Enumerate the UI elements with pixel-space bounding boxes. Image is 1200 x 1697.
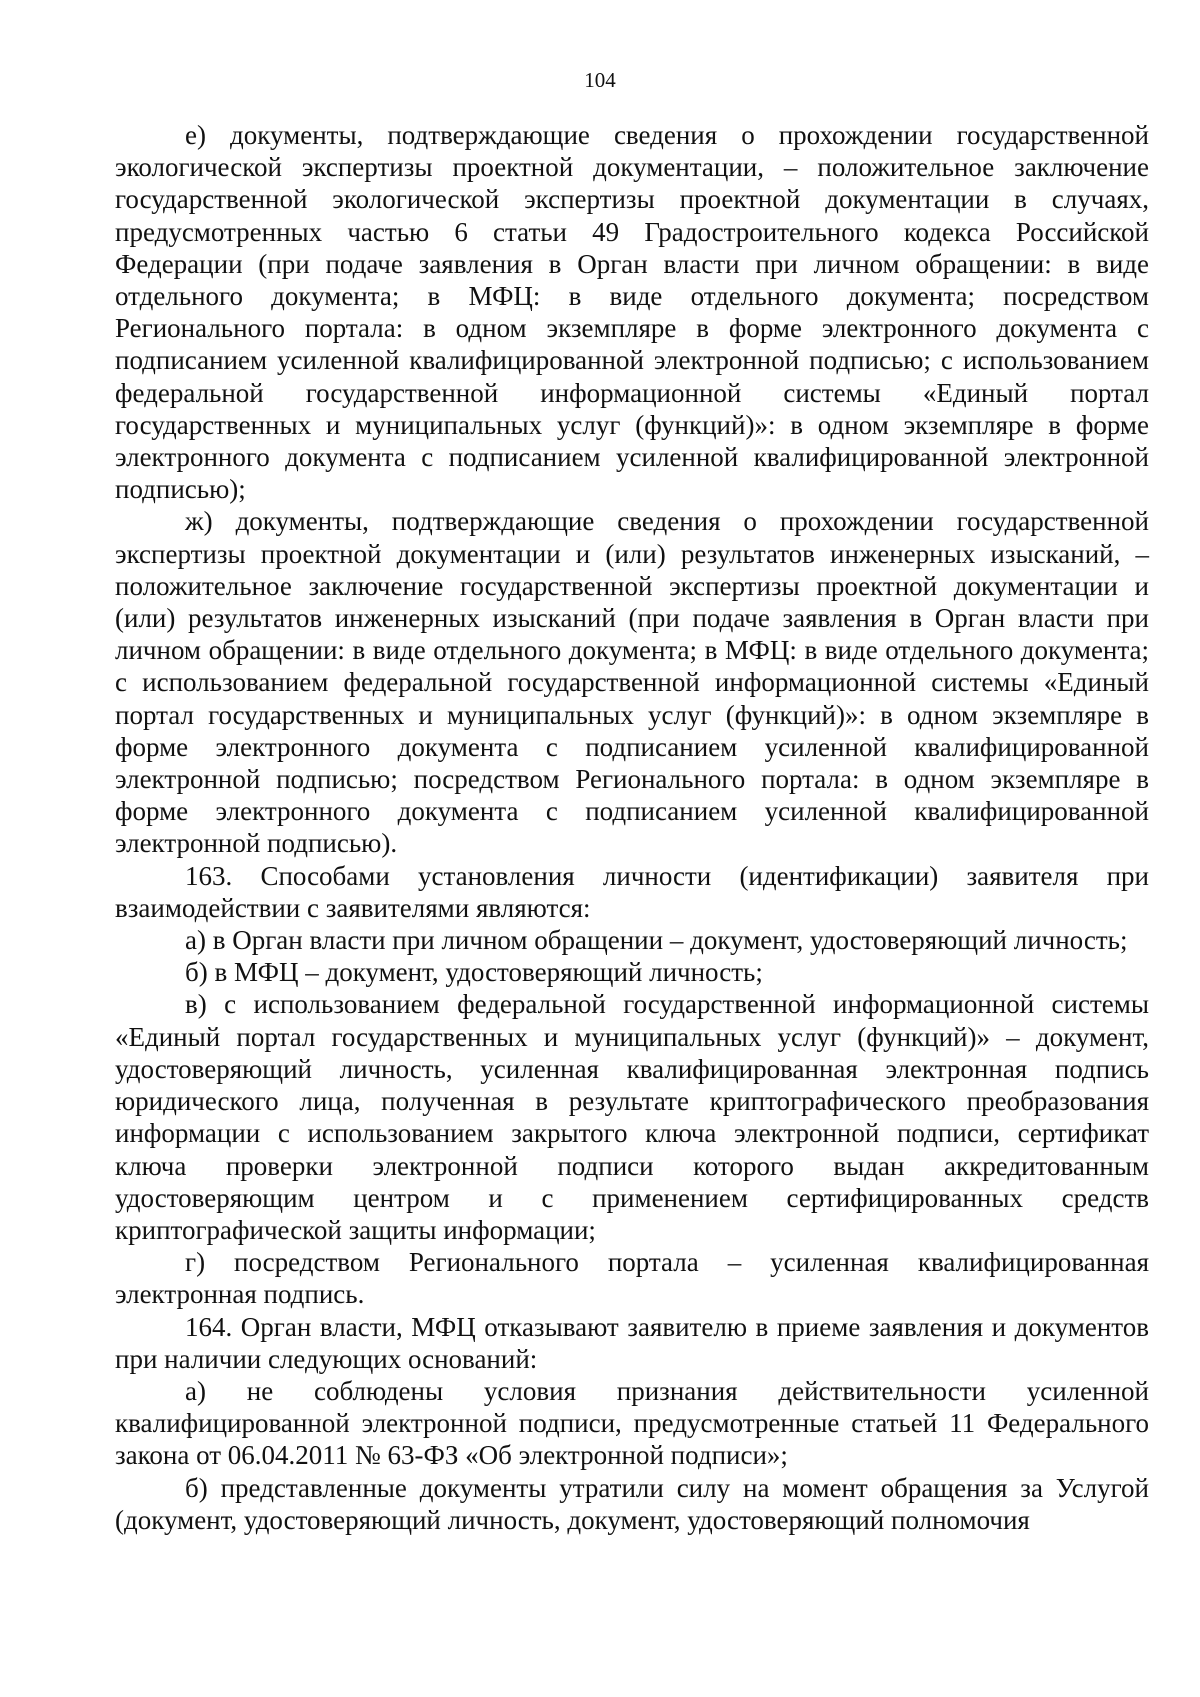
clause-163-item-b: б) в МФЦ – документ, удостоверяющий личность; — [185, 957, 763, 988]
paragraph-zh-state-expertise: ж) документы, подтверждающие сведения о прохождении государственной экспертизы проектной документации и (или) результатов инженерных изысканий, – положительное заключение государственной экспертизы проектной документации и (или) результатов инженерных изысканий (при подаче заявления в Орган власти при личном обращении: в виде отдельного документа; в МФЦ: в виде отдельного документа; с использованием федеральной государственной информационной системы «Единый портал государственных и муниципальных услуг (функций)»: в одном экземпляре в форме электронного документа с подписанием усиленной квалифицированной электронной подписью; посредством Регионального портала: в одном экземпляре в форме электронного документа с подписанием усиленной квалифицированной электронной подписью). — [115, 506, 1149, 859]
clause-163-item-a: а) в Орган власти при личном обращении – документ, удостоверяющий личность; — [185, 925, 1128, 956]
clause-164-item-b: б) представленные документы утратили силу на момент обращения за Услугой (документ, удостоверяющий личность, документ, удостоверяющий полномочия — [115, 1472, 1149, 1535]
clause-163-item-g: г) посредством Регионального портала – усиленная квалифицированная электронная подпись. — [115, 1247, 1149, 1310]
clause-164-refusal-grounds: 164. Орган власти, МФЦ отказывают заявителю в приеме заявления и документов при наличии следующих оснований: — [115, 1311, 1149, 1374]
page-number: 104 — [584, 68, 616, 92]
clause-164-item-a: а) не соблюдены условия признания действительности усиленной квалифицированной электронной подписи, предусмотренные статьей 11 Федерального закона от 06.04.2011 № 63-ФЗ «Об электронной подписи»; — [115, 1375, 1149, 1471]
document-body — [115, 119, 1149, 1536]
clause-163-item-v: в) с использованием федеральной государственной информационной системы «Единый портал государственных и муниципальных услуг (функций)» – документ, удостоверяющий личность, усиленная квалифицированная электронная подпись юридического лица, полученная в результате криптографического преобразования информации с использованием закрытого ключа электронной подписи, сертификат ключа проверки электронной подписи которого выдан аккредитованным удостоверяющим центром и с применением сертифицированных средств криптографической защиты информации; — [115, 989, 1149, 1245]
clause-163-identification-methods: 163. Способами установления личности (идентификации) заявителя при взаимодействии с заявителями являются: — [115, 860, 1149, 923]
paragraph-e-ecological-expertise: е) документы, подтверждающие сведения о прохождении государственной экологической экспертизы проектной документации, – положительное заключение государственной экологической экспертизы проектной документации в случаях, предусмотренных частью 6 статьи 49 Градостроительного кодекса Российской Федерации (при подаче заявления в Орган власти при личном обращении: в виде отдельного документа; в МФЦ: в виде отдельного документа; посредством Регионального портала: в одном экземпляре в форме электронного документа с подписанием усиленной квалифицированной электронной подписью; с использованием федеральной государственной информационной системы «Единый портал государственных и муниципальных услуг (функций)»: в одном экземпляре в форме электронного документа с подписанием усиленной квалифицированной электронной подписью); — [115, 120, 1149, 505]
